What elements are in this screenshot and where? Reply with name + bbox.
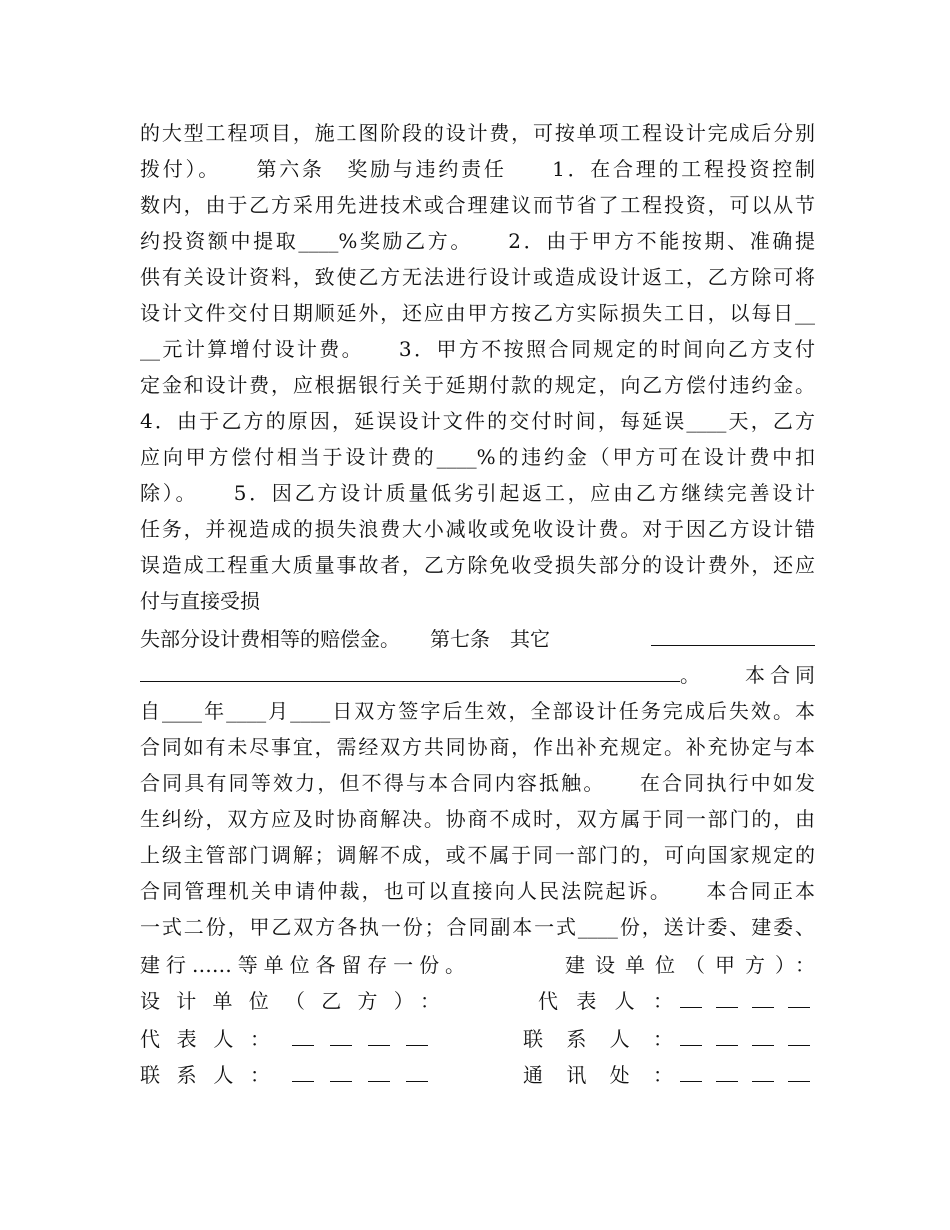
article-7-continuation bbox=[140, 658, 815, 692]
fill-blank bbox=[680, 1059, 702, 1082]
signature-blanks bbox=[680, 1022, 815, 1056]
party-a-label: 建设单位（甲方）： bbox=[565, 953, 815, 977]
fill-blank bbox=[788, 1059, 810, 1082]
text-line: 生纠纷，双方应及时协商解决。协商不成时，双方属于同一部门的，由 bbox=[140, 807, 815, 831]
fill-blank bbox=[651, 623, 815, 646]
fill-blank bbox=[368, 1059, 390, 1082]
signature-blanks bbox=[680, 984, 815, 1018]
signature-row bbox=[140, 1022, 815, 1056]
contract-start-text: 。 本合同 bbox=[680, 663, 815, 687]
fill-blank bbox=[292, 1059, 314, 1082]
fill-blank bbox=[788, 1023, 810, 1046]
signature-row bbox=[140, 984, 815, 1018]
fill-blank bbox=[330, 1059, 352, 1082]
address-label: 通讯处： bbox=[523, 1063, 673, 1087]
text-line: 4．由于乙方的原因，延误设计文件的交付时间，每延误____天，乙方 bbox=[140, 409, 815, 433]
fill-blank bbox=[368, 1023, 390, 1046]
fill-blank bbox=[680, 985, 702, 1008]
fill-blank bbox=[716, 985, 738, 1008]
text-line: 设计文件交付日期顺延外，还应由甲方按乙方实际损失工日，以每日__ bbox=[140, 301, 815, 325]
contact-label-b: 联系人： bbox=[140, 1063, 270, 1087]
text-line: 的大型工程项目，施工图阶段的设计费，可按单项工程设计完成后分别 bbox=[140, 121, 815, 145]
party-b-label: 设计单位（乙方）： bbox=[140, 989, 440, 1013]
text-line: 误造成工程重大质量事故者，乙方除免收受损失部分的设计费外，还应 bbox=[140, 553, 815, 577]
text-line: 自____年____月____日双方签字后生效，全部设计任务完成后失效。本 bbox=[140, 699, 815, 723]
signature-blanks bbox=[292, 1058, 432, 1092]
text-line: 上级主管部门调解；调解不成，或不属于同一部门的，可向国家规定的 bbox=[140, 843, 815, 867]
article-7-text: 失部分设计费相等的赔偿金。 第七条 其它 bbox=[140, 627, 550, 651]
signature-row bbox=[140, 1058, 815, 1092]
fill-blank bbox=[330, 1023, 352, 1046]
text-line: 合同如有未尽事宜，需经双方共同协商，作出补充规定。补充协定与本 bbox=[140, 735, 815, 759]
text-line: 应向甲方偿付相当于设计费的____%的违约金（甲方可在设计费中扣 bbox=[140, 445, 815, 469]
text-line: 一式二份，甲乙双方各执一份；合同副本一式____份，送计委、建委、 bbox=[140, 915, 815, 939]
fill-blank bbox=[752, 985, 774, 1008]
fill-blank bbox=[716, 1059, 738, 1082]
contact-label-a: 联系人： bbox=[523, 1027, 673, 1051]
text-line: 除）。 5．因乙方设计质量低劣引起返工，应由乙方继续完善设计 bbox=[140, 481, 815, 505]
fill-blank bbox=[752, 1023, 774, 1046]
signature-blanks bbox=[680, 1058, 815, 1092]
text-line: 任务，并视造成的损失浪费大小减收或免收设计费。对于因乙方设计错 bbox=[140, 517, 815, 541]
text-line: 拨付）。 第六条 奖励与违约责任 1．在合理的工程投资控制 bbox=[140, 157, 815, 181]
signature-row bbox=[140, 948, 815, 982]
text-line: 定金和设计费，应根据银行关于延期付款的规定，向乙方偿付违约金。 bbox=[140, 373, 815, 397]
fill-blank bbox=[752, 1059, 774, 1082]
text-line: 约投资额中提取____%奖励乙方。 2．由于甲方不能按期、准确提 bbox=[140, 229, 815, 253]
fill-blank bbox=[140, 659, 680, 682]
text-line: 供有关设计资料，致使乙方无法进行设计或造成设计返工，乙方除可将 bbox=[140, 265, 815, 289]
text-line: 合同管理机关申请仲裁，也可以直接向人民法院起诉。 本合同正本 bbox=[140, 879, 815, 903]
copies-note: 建行……等单位各留存一份。 bbox=[140, 953, 465, 977]
article-7-line bbox=[140, 622, 815, 656]
fill-blank bbox=[680, 1023, 702, 1046]
fill-blank bbox=[406, 1023, 428, 1046]
representative-label-a: 代表人： bbox=[538, 989, 673, 1013]
fill-blank bbox=[292, 1023, 314, 1046]
fill-blank bbox=[788, 985, 810, 1008]
fill-blank bbox=[716, 1023, 738, 1046]
text-line: 付与直接受损 bbox=[140, 589, 260, 613]
representative-label-b: 代表人： bbox=[140, 1027, 270, 1051]
signature-blanks bbox=[292, 1022, 432, 1056]
text-line: __元计算增付设计费。 3．甲方不按照合同规定的时间向乙方支付 bbox=[140, 337, 815, 361]
text-line: 合同具有同等效力，但不得与本合同内容抵触。 在合同执行中如发 bbox=[140, 771, 815, 795]
text-line: 数内，由于乙方采用先进技术或合理建议而节省了工程投资，可以从节 bbox=[140, 193, 815, 217]
fill-blank bbox=[406, 1059, 428, 1082]
